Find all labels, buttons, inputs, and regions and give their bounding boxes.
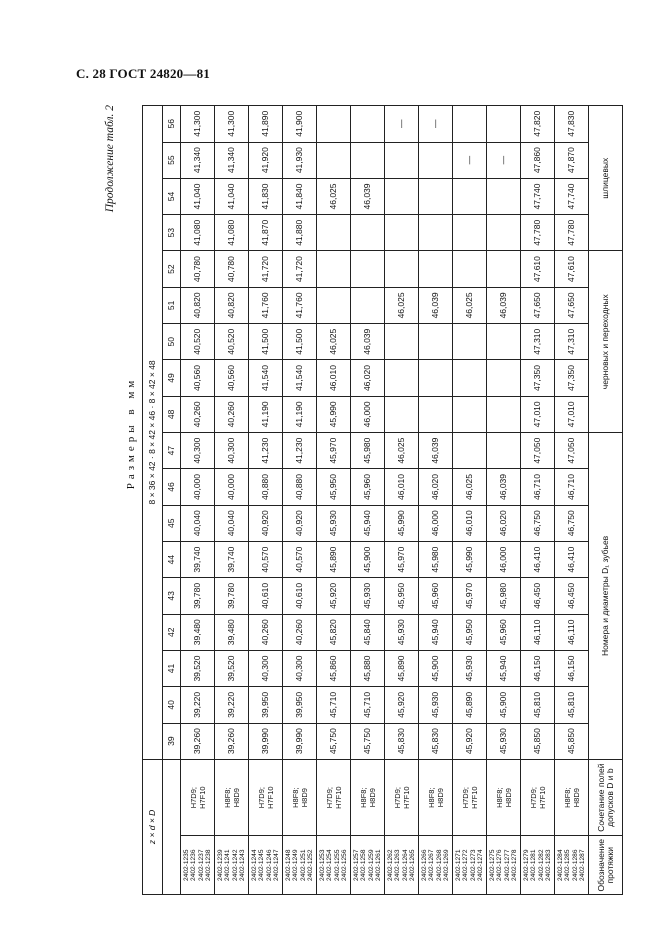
tooth-diameter: 45,890 xyxy=(453,687,487,723)
tooth-diameter: 47,860 xyxy=(521,142,555,178)
tooth-diameter: 39,740 xyxy=(215,541,249,577)
tooth-diameter: 40,300 xyxy=(215,433,249,469)
tooth-diameter: 45,960 xyxy=(351,469,385,505)
designation-codes: 2402-1253 2402-1254 2402-1255 2402-1256 xyxy=(317,836,351,895)
dash-mark: — xyxy=(385,106,419,143)
tooth-number: 49 xyxy=(163,360,181,396)
tooth-diameter: 39,260 xyxy=(181,723,215,759)
tolerance-fit: H8F8; H8D9 xyxy=(215,759,249,836)
tooth-diameter: 47,650 xyxy=(521,287,555,323)
side-label-finishing: шлицевых xyxy=(589,106,623,251)
tooth-diameter: 45,940 xyxy=(351,505,385,541)
tooth-diameter: 39,950 xyxy=(283,687,317,723)
tooth-number: 50 xyxy=(163,324,181,360)
tolerance-fit: H7D9; H7F10 xyxy=(453,759,487,836)
tolerance-fit: H8F8; H8D9 xyxy=(283,759,317,836)
broach-table xyxy=(142,105,623,895)
tooth-diameter: 41,760 xyxy=(283,287,317,323)
tooth-diameter: 41,040 xyxy=(215,178,249,214)
tooth-diameter: 39,740 xyxy=(181,541,215,577)
tooth-number: 53 xyxy=(163,215,181,251)
tooth-diameter: 41,230 xyxy=(249,433,283,469)
tooth-diameter: 40,560 xyxy=(215,360,249,396)
tooth-diameter xyxy=(419,324,453,360)
tooth-diameter: 45,940 xyxy=(487,650,521,686)
tooth-diameter xyxy=(351,251,385,287)
tooth-diameter xyxy=(419,142,453,178)
tooth-diameter xyxy=(419,251,453,287)
tooth-diameter xyxy=(453,215,487,251)
tooth-diameter: 41,500 xyxy=(249,324,283,360)
designation-codes: 2402-1266 2402-1267 2402-1268 2402-1269 xyxy=(419,836,453,895)
group-labels: 8 × 36 × 42 · 8 × 42 × 46 · 8 × 42 × 48 xyxy=(143,106,163,760)
tooth-diameter xyxy=(317,215,351,251)
tooth-diameter: 47,780 xyxy=(521,215,555,251)
tooth-diameter xyxy=(385,251,419,287)
tooth-diameter: 39,990 xyxy=(249,723,283,759)
tooth-diameter: 45,840 xyxy=(351,614,385,650)
tooth-diameter: 45,970 xyxy=(385,541,419,577)
tooth-diameter: 45,810 xyxy=(555,687,589,723)
side-label-number-diameter: Номера и диаметры D₁ зубьев xyxy=(589,433,623,760)
tooth-diameter xyxy=(385,396,419,432)
tooth-diameter: 39,480 xyxy=(215,614,249,650)
tooth-diameter xyxy=(419,396,453,432)
tooth-diameter: 41,930 xyxy=(283,142,317,178)
tolerance-fit: H7D9; H7F10 xyxy=(317,759,351,836)
tooth-diameter: 39,220 xyxy=(215,687,249,723)
designation-label: Обозначение протяжки xyxy=(589,836,623,895)
tooth-diameter: 45,900 xyxy=(351,541,385,577)
tooth-diameter: 45,750 xyxy=(351,723,385,759)
tooth-diameter: 45,950 xyxy=(317,469,351,505)
tooth-diameter: 41,900 xyxy=(283,106,317,143)
tooth-diameter: 40,520 xyxy=(181,324,215,360)
designation-codes: 2402-1271 2402-1272 2402-1273 2402-1274 xyxy=(453,836,487,895)
tooth-diameter: 40,300 xyxy=(283,650,317,686)
tooth-diameter: 39,520 xyxy=(215,650,249,686)
tooth-diameter: 41,300 xyxy=(181,106,215,143)
tooth-diameter: 45,710 xyxy=(351,687,385,723)
tooth-diameter xyxy=(317,142,351,178)
merged-value: 46,039 xyxy=(351,178,385,214)
tolerance-fit: H8F8; H8D9 xyxy=(555,759,589,836)
tooth-diameter: 40,000 xyxy=(181,469,215,505)
tooth-diameter: 46,450 xyxy=(521,578,555,614)
tooth-number: 40 xyxy=(163,687,181,723)
tooth-diameter: 40,880 xyxy=(283,469,317,505)
tooth-diameter: 46,110 xyxy=(521,614,555,650)
tolerance-fit: H7D9; H7F10 xyxy=(181,759,215,836)
tooth-diameter: 45,920 xyxy=(453,723,487,759)
tolerance-fit: H8F8; H8D9 xyxy=(419,759,453,836)
tooth-diameter xyxy=(317,287,351,323)
tooth-diameter: 39,220 xyxy=(181,687,215,723)
tooth-number: 45 xyxy=(163,505,181,541)
tooth-diameter xyxy=(487,324,521,360)
tooth-diameter: 40,820 xyxy=(181,287,215,323)
tooth-number: 43 xyxy=(163,578,181,614)
tooth-diameter: 40,820 xyxy=(215,287,249,323)
tooth-diameter xyxy=(453,324,487,360)
tooth-number: 46 xyxy=(163,469,181,505)
tooth-diameter: 40,780 xyxy=(215,251,249,287)
tooth-diameter: 46,710 xyxy=(555,469,589,505)
tooth-diameter: 47,740 xyxy=(555,178,589,214)
tooth-diameter: 41,540 xyxy=(283,360,317,396)
tooth-diameter: 45,930 xyxy=(453,650,487,686)
tooth-diameter xyxy=(419,215,453,251)
tooth-diameter: 45,940 xyxy=(419,614,453,650)
tooth-number: 39 xyxy=(163,723,181,759)
tooth-diameter: 47,830 xyxy=(555,106,589,143)
tooth-diameter xyxy=(351,142,385,178)
tooth-diameter: 45,750 xyxy=(317,723,351,759)
tooth-diameter: 46,150 xyxy=(521,650,555,686)
tooth-diameter: 47,010 xyxy=(521,396,555,432)
page-header: С. 28 ГОСТ 24820—81 xyxy=(76,66,210,81)
tooth-diameter: 46,039 xyxy=(487,469,521,505)
tooth-diameter xyxy=(453,396,487,432)
designation-codes: 2402-1275 2402-1276 2402-1277 2402-1278 xyxy=(487,836,521,895)
tooth-diameter: 46,020 xyxy=(351,360,385,396)
tooth-number: 48 xyxy=(163,396,181,432)
tooth-diameter: 47,310 xyxy=(555,324,589,360)
tooth-diameter: 46,000 xyxy=(487,541,521,577)
tooth-diameter: 45,920 xyxy=(385,687,419,723)
tolerance-fit: H8F8; H8D9 xyxy=(487,759,521,836)
tooth-diameter: 40,040 xyxy=(181,505,215,541)
tooth-diameter: 39,480 xyxy=(181,614,215,650)
tooth-diameter: 41,080 xyxy=(181,215,215,251)
tooth-number: 44 xyxy=(163,541,181,577)
tooth-diameter: 45,990 xyxy=(453,541,487,577)
tooth-diameter: 41,340 xyxy=(181,142,215,178)
tooth-diameter xyxy=(385,178,419,214)
tooth-diameter: 39,990 xyxy=(283,723,317,759)
tooth-diameter: 40,300 xyxy=(181,433,215,469)
tooth-diameter: 47,780 xyxy=(555,215,589,251)
tooth-diameter: 46,039 xyxy=(351,324,385,360)
tooth-diameter: 39,780 xyxy=(215,578,249,614)
tooth-diameter: 45,930 xyxy=(351,578,385,614)
tooth-diameter: 45,950 xyxy=(453,614,487,650)
tooth-diameter xyxy=(351,287,385,323)
tooth-diameter: 47,870 xyxy=(555,142,589,178)
tooth-diameter: 45,890 xyxy=(317,541,351,577)
tooth-diameter: 46,750 xyxy=(521,505,555,541)
tooth-diameter: 47,050 xyxy=(555,433,589,469)
tooth-diameter: 45,980 xyxy=(351,433,385,469)
tooth-diameter xyxy=(487,251,521,287)
tooth-diameter: 45,820 xyxy=(317,614,351,650)
tooth-diameter: 45,960 xyxy=(419,578,453,614)
side-label-roughing: черновых и переходных xyxy=(589,251,623,433)
tooth-diameter: 41,830 xyxy=(249,178,283,214)
tooth-diameter: 47,350 xyxy=(555,360,589,396)
continuation-note: Продолжение табл. 2 xyxy=(104,105,116,213)
tooth-diameter: 41,880 xyxy=(283,215,317,251)
tooth-diameter: 39,950 xyxy=(249,687,283,723)
tooth-diameter: 39,520 xyxy=(181,650,215,686)
tooth-diameter: 40,040 xyxy=(215,505,249,541)
tooth-diameter: 45,970 xyxy=(453,578,487,614)
tooth-diameter xyxy=(385,360,419,396)
tooth-diameter: 45,960 xyxy=(487,614,521,650)
tooth-diameter xyxy=(453,433,487,469)
tooth-diameter: 46,110 xyxy=(555,614,589,650)
tooth-diameter xyxy=(419,360,453,396)
tooth-diameter: 41,540 xyxy=(249,360,283,396)
tooth-number: 42 xyxy=(163,614,181,650)
tooth-diameter: 46,025 xyxy=(317,324,351,360)
tooth-diameter: 45,810 xyxy=(521,687,555,723)
tooth-diameter: 46,750 xyxy=(555,505,589,541)
dash-mark: — xyxy=(487,142,521,178)
designation-codes: 2402-1248 2402-1249 2402-1251 2402-1252 xyxy=(283,836,317,895)
tooth-diameter: 41,720 xyxy=(283,251,317,287)
tooth-diameter: 39,780 xyxy=(181,578,215,614)
tooth-diameter: 40,610 xyxy=(283,578,317,614)
tooth-number: 56 xyxy=(163,106,181,143)
tooth-diameter: 46,710 xyxy=(521,469,555,505)
tooth-diameter: 40,260 xyxy=(249,614,283,650)
tooth-diameter xyxy=(351,215,385,251)
tooth-diameter xyxy=(487,360,521,396)
tooth-diameter: 41,230 xyxy=(283,433,317,469)
tooth-diameter xyxy=(487,215,521,251)
designation-codes: 2402-1235 2402-1236 2402-1237 2402-1238 xyxy=(181,836,215,895)
tooth-diameter: 46,020 xyxy=(419,469,453,505)
tooth-diameter: 47,350 xyxy=(521,360,555,396)
tooth-diameter xyxy=(487,106,521,143)
tooth-diameter: 46,410 xyxy=(555,541,589,577)
merged-value: 46,039 xyxy=(487,287,521,323)
tolerance-fit: H7D9; H7F10 xyxy=(521,759,555,836)
tooth-number: 52 xyxy=(163,251,181,287)
tooth-number: 41 xyxy=(163,650,181,686)
tooth-diameter: 40,920 xyxy=(249,505,283,541)
tooth-diameter: 40,880 xyxy=(249,469,283,505)
tooth-diameter: 45,980 xyxy=(487,578,521,614)
tooth-diameter: 41,190 xyxy=(283,396,317,432)
tooth-diameter: 40,300 xyxy=(249,650,283,686)
dash-mark: — xyxy=(453,142,487,178)
tooth-diameter xyxy=(351,106,385,143)
tooth-diameter: 45,880 xyxy=(351,650,385,686)
tooth-diameter: 45,850 xyxy=(521,723,555,759)
tooth-diameter: 40,260 xyxy=(283,614,317,650)
tooth-diameter: 40,610 xyxy=(249,578,283,614)
tooth-diameter: 40,520 xyxy=(215,324,249,360)
tooth-diameter: 40,260 xyxy=(181,396,215,432)
dash-mark: — xyxy=(419,106,453,143)
designation-codes: 2402-1257 2402-1258 2402-1259 2402-1261 xyxy=(351,836,385,895)
tooth-diameter xyxy=(385,142,419,178)
tooth-diameter: 40,000 xyxy=(215,469,249,505)
tooth-diameter: 47,610 xyxy=(521,251,555,287)
tooth-diameter: 45,900 xyxy=(419,650,453,686)
tooth-diameter: 45,850 xyxy=(555,723,589,759)
tooth-diameter: 45,710 xyxy=(317,687,351,723)
tooth-diameter: 41,840 xyxy=(283,178,317,214)
tooth-diameter xyxy=(385,215,419,251)
tooth-diameter: 47,010 xyxy=(555,396,589,432)
tooth-diameter: 41,040 xyxy=(181,178,215,214)
tooth-diameter: 45,830 xyxy=(385,723,419,759)
tolerance-fit: H7D9; H7F10 xyxy=(249,759,283,836)
tolerance-fit: H7D9; H7F10 xyxy=(385,759,419,836)
tooth-diameter: 41,190 xyxy=(249,396,283,432)
tooth-diameter: 45,920 xyxy=(317,578,351,614)
designation-codes: 2402-1262 2402-1263 2402-1264 2402-1265 xyxy=(385,836,419,895)
tooth-diameter: 40,920 xyxy=(283,505,317,541)
tooth-diameter: 45,930 xyxy=(419,687,453,723)
tooth-diameter: 46,150 xyxy=(555,650,589,686)
tooth-diameter: 46,025 xyxy=(453,469,487,505)
tooth-diameter: 45,990 xyxy=(385,505,419,541)
tooth-number: 47 xyxy=(163,433,181,469)
tooth-diameter: 47,650 xyxy=(555,287,589,323)
tooth-diameter: 45,930 xyxy=(385,614,419,650)
tooth-diameter: 39,260 xyxy=(215,723,249,759)
tooth-diameter xyxy=(453,251,487,287)
tooth-diameter: 41,870 xyxy=(249,215,283,251)
tooth-number: 54 xyxy=(163,178,181,214)
tolerance-label: Сочетание полей допусков D и b xyxy=(589,759,623,836)
tooth-diameter: 46,450 xyxy=(555,578,589,614)
tooth-diameter: 41,300 xyxy=(215,106,249,143)
tooth-diameter xyxy=(487,433,521,469)
tooth-diameter xyxy=(385,324,419,360)
tooth-diameter: 47,610 xyxy=(555,251,589,287)
tooth-diameter: 47,740 xyxy=(521,178,555,214)
tooth-diameter xyxy=(419,178,453,214)
tooth-diameter: 41,500 xyxy=(283,324,317,360)
tooth-diameter: 41,340 xyxy=(215,142,249,178)
tooth-diameter: 45,900 xyxy=(487,687,521,723)
tooth-diameter: 40,570 xyxy=(249,541,283,577)
merged-value: 46,025 xyxy=(453,287,487,323)
tolerance-fit: H8F8; H8D9 xyxy=(351,759,385,836)
tooth-diameter: 46,010 xyxy=(453,505,487,541)
tooth-diameter: 41,760 xyxy=(249,287,283,323)
tooth-diameter: 41,720 xyxy=(249,251,283,287)
table-area xyxy=(102,105,622,895)
tooth-diameter xyxy=(453,360,487,396)
tooth-diameter: 46,010 xyxy=(317,360,351,396)
tooth-diameter: 45,830 xyxy=(419,723,453,759)
tooth-diameter: 41,080 xyxy=(215,215,249,251)
sizes-caption: Размеры в мм xyxy=(125,376,137,490)
tooth-diameter: 45,970 xyxy=(317,433,351,469)
tooth-diameter: 46,010 xyxy=(385,469,419,505)
tooth-number: 55 xyxy=(163,142,181,178)
tooth-diameter: 41,920 xyxy=(249,142,283,178)
tooth-diameter: 46,410 xyxy=(521,541,555,577)
merged-value: 46,025 xyxy=(385,287,419,323)
designation-codes: 2402-1244 2402-1245 2402-1246 2402-1247 xyxy=(249,836,283,895)
tooth-diameter: 47,820 xyxy=(521,106,555,143)
tooth-diameter xyxy=(487,396,521,432)
tooth-diameter xyxy=(453,178,487,214)
tooth-diameter xyxy=(317,251,351,287)
tooth-diameter: 40,570 xyxy=(283,541,317,577)
tooth-diameter: 40,780 xyxy=(181,251,215,287)
tooth-diameter xyxy=(317,106,351,143)
tooth-diameter: 40,260 xyxy=(215,396,249,432)
tooth-number: 51 xyxy=(163,287,181,323)
tooth-diameter: 46,039 xyxy=(419,433,453,469)
row-number-label xyxy=(163,759,181,894)
tooth-diameter: 47,050 xyxy=(521,433,555,469)
tooth-diameter: 46,020 xyxy=(487,505,521,541)
tooth-diameter: 46,000 xyxy=(351,396,385,432)
designation-codes: 2402-1279 2402-1281 2402-1282 2402-1283 xyxy=(521,836,555,895)
designation-codes: 2402-1284 2402-1285 2402-1286 2402-1287 xyxy=(555,836,589,895)
zdD-label: z × d × D xyxy=(143,759,163,894)
merged-value: 46,039 xyxy=(419,287,453,323)
tooth-diameter: 45,990 xyxy=(317,396,351,432)
tooth-diameter xyxy=(453,106,487,143)
tooth-diameter: 40,560 xyxy=(181,360,215,396)
tooth-diameter: 45,930 xyxy=(317,505,351,541)
tooth-diameter: 45,890 xyxy=(385,650,419,686)
tooth-diameter: 45,950 xyxy=(385,578,419,614)
merged-value: 46,025 xyxy=(317,178,351,214)
tooth-diameter: 45,860 xyxy=(317,650,351,686)
tooth-diameter: 47,310 xyxy=(521,324,555,360)
tooth-diameter: 41,890 xyxy=(249,106,283,143)
tooth-diameter: 46,025 xyxy=(385,433,419,469)
designation-codes: 2402-1239 2402-1241 2402-1242 2402-1243 xyxy=(215,836,249,895)
tooth-diameter xyxy=(487,178,521,214)
tooth-diameter: 46,000 xyxy=(419,505,453,541)
tooth-diameter: 45,980 xyxy=(419,541,453,577)
tooth-diameter: 45,930 xyxy=(487,723,521,759)
